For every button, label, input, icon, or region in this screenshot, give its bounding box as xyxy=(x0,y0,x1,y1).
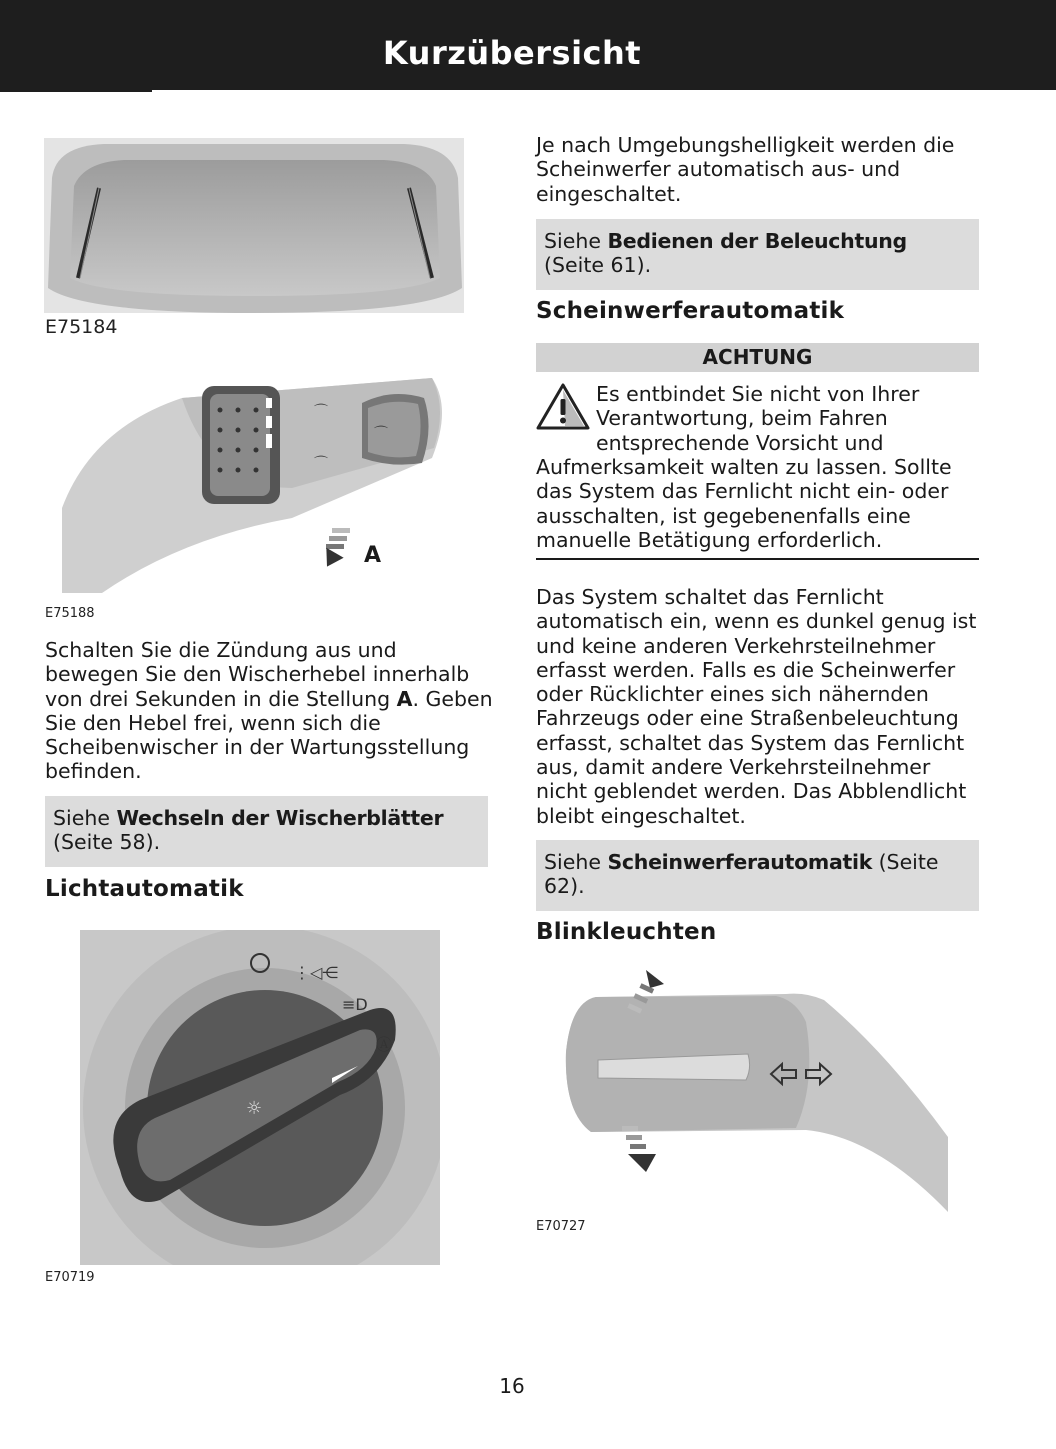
headlamp-reference-box xyxy=(536,840,979,911)
section-heading-headlamp-automatic: Scheinwerferautomatik xyxy=(536,298,845,324)
section-heading-light-automatic: Lichtautomatik xyxy=(45,876,244,902)
wiper-paragraph-bold: A xyxy=(396,686,413,711)
svg-text:Ⓐ: Ⓐ xyxy=(376,1035,393,1054)
lighting-reference-box xyxy=(536,219,979,290)
reference-suffix: (Seite 62). xyxy=(544,850,939,899)
warning-title-bar: ACHTUNG xyxy=(536,343,979,372)
indicator-lever-illustration xyxy=(556,962,948,1214)
svg-text:⌒: ⌒ xyxy=(314,404,328,420)
wiper-position-label: A xyxy=(364,543,382,568)
wiper-blade-link[interactable]: Wechseln der Wischerblätter xyxy=(116,806,444,830)
warning-end-rule xyxy=(536,558,979,560)
wiper-paragraph-text-2: . Geben Sie den Hebel frei, wenn sich die Scheibenwischer in der Wartungsstellung befinden. xyxy=(45,686,493,784)
lighting-control-link[interactable]: Bedienen der Beleuchtung xyxy=(607,229,907,253)
figure-code-light-switch: E70719 xyxy=(45,1270,95,1285)
header-divider xyxy=(0,90,152,92)
warning-line-3: entsprechende Vorsicht und xyxy=(596,430,884,455)
warning-triangle-icon xyxy=(535,382,591,432)
svg-text:⌒: ⌒ xyxy=(314,456,328,472)
wiper-service-paragraph xyxy=(45,638,493,784)
svg-text:⋮◁⋲: ⋮◁⋲ xyxy=(294,963,339,982)
warning-line-2: Verantwortung, beim Fahren xyxy=(596,406,888,431)
wiper-lever-illustration xyxy=(62,368,452,593)
reference-prefix: Siehe xyxy=(544,229,608,253)
wiper-paragraph-text-1: Schalten Sie die Zündung aus und bewegen Sie den Wischerhebel innerhalb von drei Sekunden in die Stellung xyxy=(45,638,470,711)
system-paragraph: Das System schaltet das Fernlicht automatisch ein, wenn es dunkel genug ist und keine anderen Verkehrsteilnehmer erfasst werden. Falls es die Scheinwerfer oder Rücklichter eines sich nähernden Fahrzeugs oder eine Straßenbeleuchtung erfasst, schaltet das System das Fernlicht aus, damit andere Verkehrsteilnehmer nicht geblendet werden. Das Abblendlicht bleibt eingeschaltet. xyxy=(536,585,977,828)
reference-suffix: (Seite 58). xyxy=(53,830,161,855)
intro-paragraph: Je nach Umgebungshelligkeit werden die Scheinwerfer automatisch aus- und eingeschaltet. xyxy=(536,133,955,206)
section-heading-indicators: Blinkleuchten xyxy=(536,919,717,945)
warning-text-top xyxy=(596,382,986,455)
wiper-reference-box xyxy=(45,796,488,867)
reference-prefix: Siehe xyxy=(53,806,117,830)
svg-text:⌒: ⌒ xyxy=(374,426,388,442)
figure-code-indicator-lever: E70727 xyxy=(536,1219,586,1234)
reference-prefix: Siehe xyxy=(544,850,608,874)
rear-window-illustration xyxy=(44,138,464,313)
page-number: 16 xyxy=(499,1374,525,1398)
svg-text:☼: ☼ xyxy=(246,1098,263,1119)
warning-line-1: Es entbindet Sie nicht von Ihrer xyxy=(596,382,920,406)
warning-text-rest: Aufmerksamkeit walten zu lassen. Sollte das System das Fernlicht nicht ein- oder ausschalten, ist gegebenenfalls eine manuelle Betätigung erforderlich. xyxy=(536,455,952,552)
light-switch-illustration xyxy=(80,930,440,1265)
reference-suffix: (Seite 61). xyxy=(544,253,652,278)
svg-text:≡D: ≡D xyxy=(342,995,368,1014)
page-header xyxy=(0,0,1056,90)
headlamp-automatic-link[interactable]: Scheinwerferautomatik xyxy=(607,850,873,874)
figure-code-rear-window: E75184 xyxy=(45,316,118,338)
figure-code-wiper-lever: E75188 xyxy=(45,606,95,621)
page-title: Kurzübersicht xyxy=(382,34,642,72)
